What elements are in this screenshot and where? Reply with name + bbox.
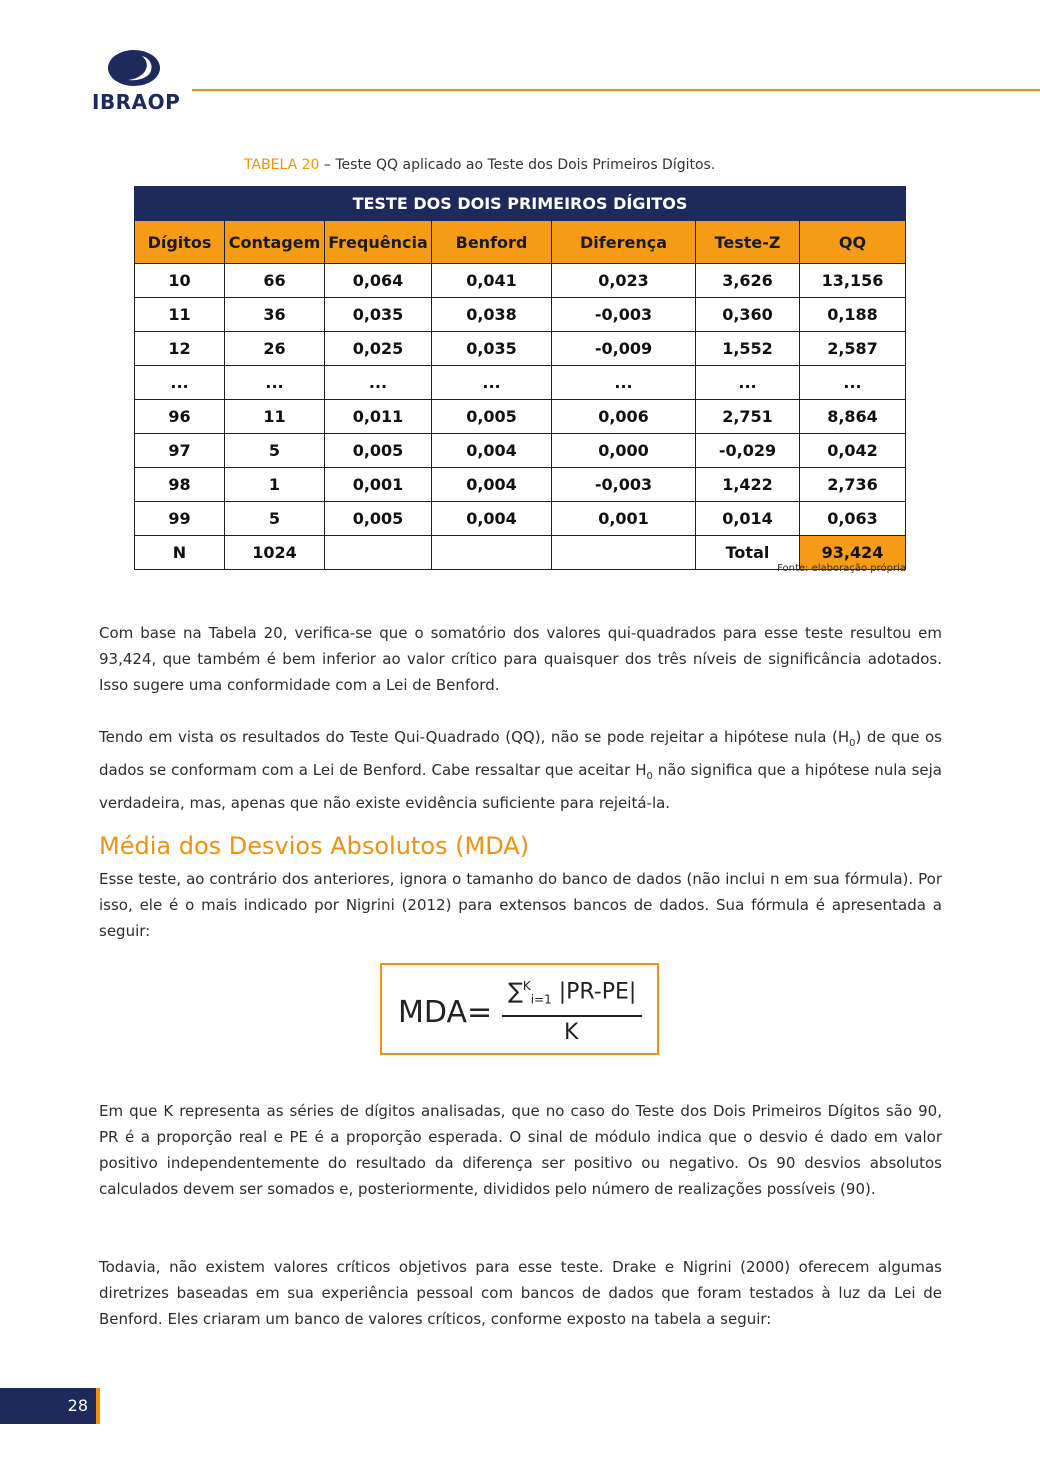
empty-cell xyxy=(552,536,696,570)
column-header: Benford xyxy=(432,221,552,264)
table-row xyxy=(135,434,906,468)
total-label: Total xyxy=(696,536,800,570)
h0-subscript: 0 xyxy=(849,738,856,749)
table-cell: ... xyxy=(800,366,906,400)
formula-numerator xyxy=(508,979,636,1007)
table-cell: 0,004 xyxy=(432,468,552,502)
column-header: QQ xyxy=(800,221,906,264)
formula-numerator-text: |PR-PE| xyxy=(551,979,637,1005)
table-source: Fonte: elaboração própria xyxy=(777,563,906,574)
paragraph-2-part-c: não significa que a hipótese nula seja verdadeira, mas, apenas que não existe evidência suficiente para rejeitá-la. xyxy=(99,761,942,812)
page-number: 28 xyxy=(67,1396,88,1415)
table-row xyxy=(135,298,906,332)
table-cell: 0,001 xyxy=(325,468,432,502)
column-header: Diferença xyxy=(552,221,696,264)
sigma-icon: ∑ xyxy=(508,979,523,1005)
table-cell: ... xyxy=(225,366,325,400)
table-cell: 0,000 xyxy=(552,434,696,468)
table-title: TESTE DOS DOIS PRIMEIROS DÍGITOS xyxy=(135,187,906,221)
logo-emblem-icon xyxy=(106,48,162,88)
table-cell: 0,035 xyxy=(325,298,432,332)
table-caption-label: TABELA 20 xyxy=(244,157,320,173)
table-caption-text: – Teste QQ aplicado ao Teste dos Dois Primeiros Dígitos. xyxy=(319,157,716,173)
total-value: 93,424 xyxy=(800,536,906,570)
table-cell: 0,035 xyxy=(432,332,552,366)
table-cell: 2,736 xyxy=(800,468,906,502)
table-cell: 1 xyxy=(225,468,325,502)
table-cell: 0,014 xyxy=(696,502,800,536)
column-header: Teste-Z xyxy=(696,221,800,264)
table-cell: 0,188 xyxy=(800,298,906,332)
column-header: Contagem xyxy=(225,221,325,264)
ibraop-logo xyxy=(92,48,192,114)
table-cell: -0,003 xyxy=(552,468,696,502)
table-cell: 0,041 xyxy=(432,264,552,298)
table-row xyxy=(135,468,906,502)
table-cell: 5 xyxy=(225,502,325,536)
table-row xyxy=(135,400,906,434)
table-cell: 0,004 xyxy=(432,502,552,536)
table-cell: ... xyxy=(696,366,800,400)
table-cell: 97 xyxy=(135,434,225,468)
table-cell: 0,006 xyxy=(552,400,696,434)
column-header: Frequência xyxy=(325,221,432,264)
empty-cell xyxy=(432,536,552,570)
table-cell: 0,005 xyxy=(325,502,432,536)
table-cell: 11 xyxy=(135,298,225,332)
table-cell: -0,003 xyxy=(552,298,696,332)
formula-lhs: MDA= xyxy=(398,995,493,1030)
table-cell: 2,587 xyxy=(800,332,906,366)
table-cell: 0,005 xyxy=(325,434,432,468)
table-row xyxy=(135,264,906,298)
table-cell: 13,156 xyxy=(800,264,906,298)
table-cell: 0,005 xyxy=(432,400,552,434)
table-cell: 1,552 xyxy=(696,332,800,366)
table-cell: 0,042 xyxy=(800,434,906,468)
formula-sub: i=1 xyxy=(530,992,552,1007)
table-cell: 0,064 xyxy=(325,264,432,298)
page-number-accent xyxy=(96,1388,100,1424)
table-cell: -0,029 xyxy=(696,434,800,468)
table-cell: 10 xyxy=(135,264,225,298)
formula-denominator: K xyxy=(564,1020,579,1045)
table-cell: 2,751 xyxy=(696,400,800,434)
table-cell: 0,025 xyxy=(325,332,432,366)
fraction-bar xyxy=(502,1015,642,1017)
table-row xyxy=(135,366,906,400)
mda-formula xyxy=(380,963,659,1055)
table-cell: ... xyxy=(432,366,552,400)
table-row xyxy=(135,502,906,536)
table-cell: ... xyxy=(135,366,225,400)
table-cell: 1,422 xyxy=(696,468,800,502)
table-cell: 96 xyxy=(135,400,225,434)
paragraph-2-part-b: ) de que os dados se conformam com a Lei de Benford. Cabe ressaltar que aceitar H xyxy=(99,728,942,779)
paragraph-1: Com base na Tabela 20, verifica-se que o somatório dos valores qui-quadrados para esse teste resultou em 93,424, que também é bem inferior ao valor crítico para quaisquer dos três níveis de significância adotados. Isso sugere uma conformidade com a Lei de Benford. xyxy=(99,624,942,694)
n-value: 1024 xyxy=(225,536,325,570)
table-body xyxy=(135,264,906,536)
table-cell: 66 xyxy=(225,264,325,298)
section-title: Média dos Desvios Absolutos (MDA) xyxy=(99,832,530,860)
table-cell: 26 xyxy=(225,332,325,366)
table-cell: 11 xyxy=(225,400,325,434)
paragraph-2 xyxy=(99,724,942,816)
table-cell: 0,360 xyxy=(696,298,800,332)
header-divider xyxy=(192,89,1040,91)
table-row xyxy=(135,332,906,366)
benford-table xyxy=(134,186,906,570)
logo-text: IBRAOP xyxy=(92,90,181,114)
table-cell: 3,626 xyxy=(696,264,800,298)
paragraph-5: Todavia, não existem valores críticos objetivos para esse teste. Drake e Nigrini (2000) oferecem algumas diretrizes baseadas em sua experiência pessoal com bancos de dados que foram testados à luz da Lei de Benford. Eles criaram um banco de valores críticos, conforme exposto na tabela a seguir: xyxy=(99,1258,942,1328)
table-cell: 99 xyxy=(135,502,225,536)
paragraph-2-part-a: Tendo em vista os resultados do Teste Qui-Quadrado (QQ), não se pode rejeitar a hipótese nula (H xyxy=(99,728,850,746)
table-cell: 0,023 xyxy=(552,264,696,298)
column-header: Dígitos xyxy=(135,221,225,264)
table-cell: ... xyxy=(325,366,432,400)
table-cell: -0,009 xyxy=(552,332,696,366)
table-cell: 98 xyxy=(135,468,225,502)
table-cell: 8,864 xyxy=(800,400,906,434)
table-cell: 36 xyxy=(225,298,325,332)
n-label: N xyxy=(135,536,225,570)
paragraph-4: Em que K representa as séries de dígitos analisadas, que no caso do Teste dos Dois Primeiros Dígitos são 90, PR é a proporção real e PE é a proporção esperada. O sinal de módulo indica que o desvio é dado em valor positivo independentemente do resultado da diferença ser positivo ou negativo. Os 90 desvios absolutos calculados devem ser somados e, posteriormente, divididos pelo número de realizações possíveis (90). xyxy=(99,1102,942,1198)
table-cell: 0,004 xyxy=(432,434,552,468)
table-caption xyxy=(244,157,715,173)
table-cell: 5 xyxy=(225,434,325,468)
table-cell: 0,011 xyxy=(325,400,432,434)
h0-subscript: 0 xyxy=(646,771,653,782)
table-header-row xyxy=(135,221,906,264)
table-cell: 0,063 xyxy=(800,502,906,536)
table-cell: 12 xyxy=(135,332,225,366)
table-cell: 0,001 xyxy=(552,502,696,536)
formula-sup: K xyxy=(522,979,531,993)
table-cell: ... xyxy=(552,366,696,400)
paragraph-3: Esse teste, ao contrário dos anteriores, ignora o tamanho do banco de dados (não inclui n em sua fórmula). Por isso, ele é o mais indicado por Nigrini (2012) para extensos bancos de dados. Sua fórmula é apresentada a seguir: xyxy=(99,870,942,940)
empty-cell xyxy=(325,536,432,570)
table-cell: 0,038 xyxy=(432,298,552,332)
